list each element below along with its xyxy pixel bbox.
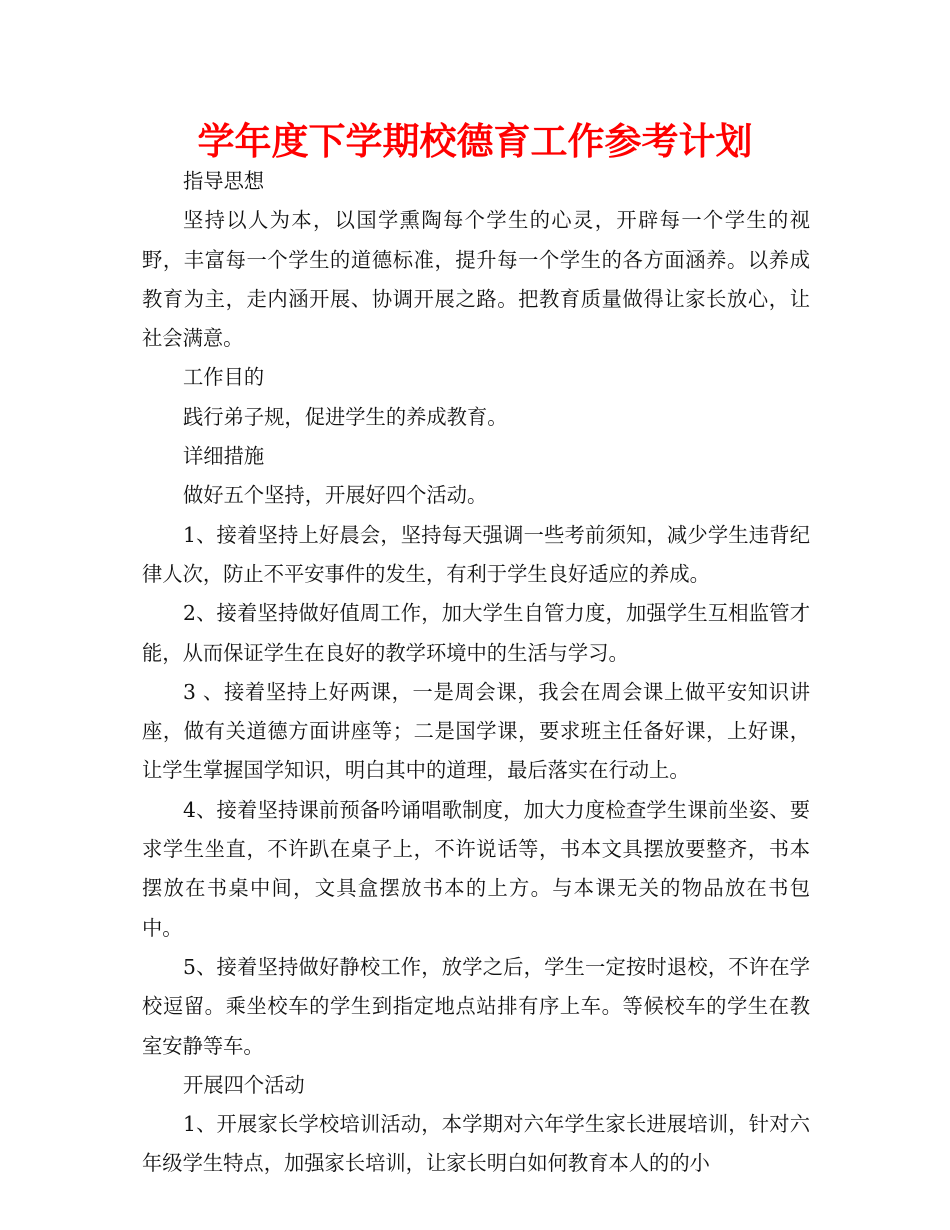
paragraph-measure-1: 1、接着坚持上好晨会，坚持每天强调一些考前须知，减少学生违背纪律人次，防止不平安事件的发生，有利于学生良好适应的养成。 <box>142 522 810 586</box>
document-body <box>142 162 810 1184</box>
paragraph-measure-3: 3 、接着坚持上好两课，一是周会课，我会在周会课上做平安知识讲座，做有关道德方面讲座等；二是国学课，要求班主任备好课，上好课，让学生掌握国学知识，明白其中的道理，最后落实在行动上。 <box>142 679 810 783</box>
heading-work-goal: 工作目的 <box>183 365 265 390</box>
paragraph-measure-4: 4、接着坚持课前预备吟诵唱歌制度，加大力度检查学生课前坐姿、要求学生坐直，不许趴在桌子上，不许说话等，书本文具摆放要整齐，书本摆放在书桌中间，文具盒摆放书本的上方。与本课无关的物品放在书包中。 <box>142 797 810 940</box>
paragraph-measure-2: 2、接着坚持做好值周工作，加大学生自管力度，加强学生互相监管才能，从而保证学生在良好的教学环境中的生活与学习。 <box>142 601 810 665</box>
paragraph-measure-5: 5、接着坚持做好静校工作，放学之后，学生一定按时退校，不许在学校逗留。乘坐校车的学生到指定地点站排有序上车。等候校车的学生在教室安静等车。 <box>142 954 810 1058</box>
paragraph-measures-summary: 做好五个坚持，开展好四个活动。 <box>183 483 488 508</box>
heading-guiding-ideology: 指导思想 <box>183 169 265 193</box>
heading-four-activities: 开展四个活动 <box>183 1072 305 1097</box>
document-title: 学年度下学期校德育工作参考计划 <box>197 120 753 163</box>
paragraph-guiding-ideology: 坚持以人为本，以国学熏陶每个学生的心灵，开辟每一个学生的视野，丰富每一个学生的道德标准，提升每一个学生的各方面涵养。以养成教育为主，走内涵开展、协调开展之路。把教育质量做得让家长放心，让社会满意。 <box>142 208 810 351</box>
paragraph-activity-1: 1、开展家长学校培训活动，本学期对六年学生家长进展培训，针对六年级学生特点，加强家长培训，让家长明白如何教育本人的的小 <box>142 1112 810 1176</box>
heading-measures: 详细措施 <box>183 444 265 469</box>
paragraph-work-goal: 践行弟子规，促进学生的养成教育。 <box>183 404 508 429</box>
